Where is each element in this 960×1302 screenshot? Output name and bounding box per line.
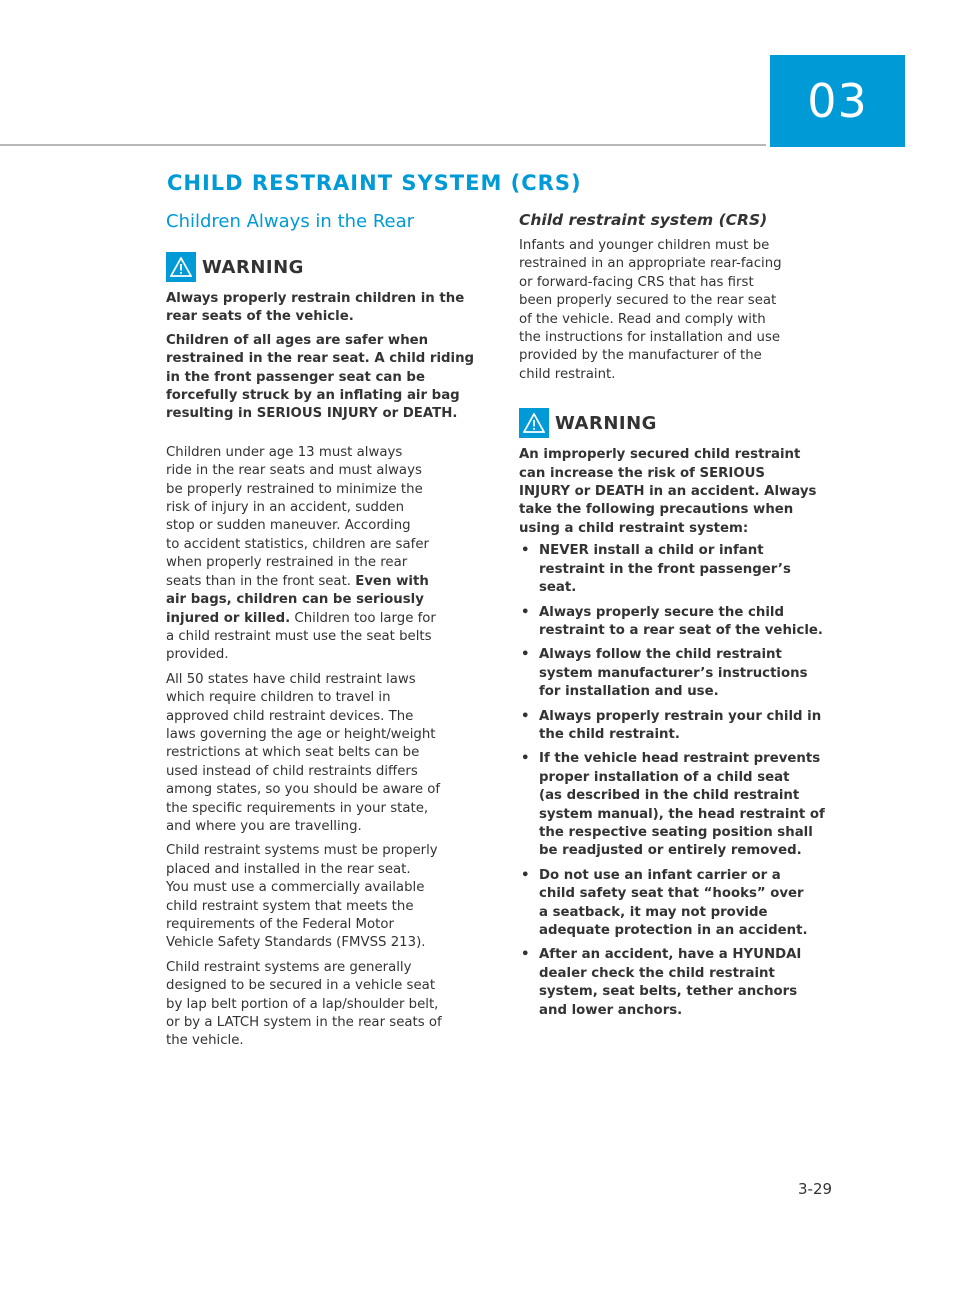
- left-column: [166, 207, 496, 1057]
- line: Vehicle Safety Standards (FMVSS 213).: [166, 935, 426, 951]
- line: (as described in the child restraint: [539, 788, 800, 804]
- line: when properly restrained in the rear: [166, 555, 408, 571]
- line: adequate protection in an accident.: [539, 923, 808, 938]
- line: seat.: [539, 580, 577, 596]
- bullet: •: [521, 947, 530, 963]
- line: proper installation of a child seat: [539, 769, 790, 785]
- line: NEVER install a child or infant: [539, 543, 764, 559]
- line: by lap belt portion of a lap/shoulder belt,: [166, 996, 439, 1012]
- list-item: [519, 604, 849, 641]
- line: seats than in the front seat.: [166, 573, 356, 589]
- warning-triangle-icon: [166, 252, 196, 282]
- line: system manual), the head restraint of: [539, 806, 825, 822]
- line: or forward-facing CRS that has first: [519, 274, 754, 290]
- chapter-number: 03: [807, 74, 868, 128]
- line: been properly secured to the rear seat: [519, 293, 777, 309]
- paragraph: [166, 842, 496, 952]
- line: designed to be secured in a vehicle seat: [166, 978, 436, 994]
- header-rule: [0, 144, 766, 146]
- bullet: •: [521, 708, 530, 724]
- line: can increase the risk of SERIOUS: [519, 465, 766, 481]
- warning-label: WARNING: [555, 412, 657, 434]
- line: laws governing the age or height/weight: [166, 726, 436, 742]
- line: provided.: [166, 647, 229, 663]
- warning-label: WARNING: [202, 256, 304, 278]
- line: and lower anchors.: [539, 1002, 683, 1018]
- line: restraint in the front passenger’s: [539, 561, 791, 577]
- line: for installation and use.: [539, 684, 719, 700]
- line: An improperly secured child restraint: [519, 447, 801, 463]
- line: the instructions for installation and use: [519, 330, 781, 346]
- line: INJURY or DEATH in an accident. Always: [519, 484, 817, 500]
- line: child restraint system that meets the: [166, 898, 414, 914]
- line: a seatback, it may not provide: [539, 904, 768, 920]
- paragraph: [166, 671, 496, 837]
- line: Always properly restrain children in the: [166, 291, 465, 306]
- bullet: •: [521, 604, 530, 620]
- line: If the vehicle head restraint prevents: [539, 751, 821, 767]
- line: resulting in SERIOUS INJURY or DEATH.: [166, 406, 458, 422]
- line: rear seats of the vehicle.: [166, 309, 354, 325]
- list-item: [519, 946, 849, 1020]
- line: the child restraint.: [539, 726, 680, 742]
- line: approved child restraint devices. The: [166, 708, 414, 724]
- line: ride in the rear seats and must always: [166, 463, 422, 479]
- page-number: 3-29: [798, 1180, 833, 1198]
- line: child restraint.: [519, 366, 616, 382]
- list-item: [519, 867, 849, 941]
- line: Children of all ages are safer when: [166, 332, 429, 348]
- line: restrictions at which seat belts can be: [166, 745, 420, 761]
- line: which require children to travel in: [166, 690, 391, 706]
- line: system, seat belts, tether anchors: [539, 984, 798, 1000]
- bullet: •: [521, 543, 530, 559]
- line: the respective seating position shall: [539, 824, 813, 840]
- line: After an accident, have a HYUNDAI: [539, 947, 802, 963]
- line: provided by the manufacturer of the: [519, 348, 762, 364]
- line: Always properly secure the child: [539, 604, 785, 620]
- line: forcefully struck by an inflating air bag: [166, 388, 460, 404]
- emphasis: Even with: [355, 573, 429, 589]
- bullet: •: [521, 647, 530, 663]
- line: take the following precautions when: [519, 502, 794, 518]
- list-item: [519, 750, 849, 860]
- bullet: •: [521, 751, 530, 767]
- line: placed and installed in the rear seat.: [166, 861, 411, 877]
- line: be readjusted or entirely removed.: [539, 843, 802, 859]
- line: Child restraint systems are generally: [166, 959, 412, 975]
- line: be properly restrained to minimize the: [166, 481, 423, 497]
- line: Child restraint systems must be properly: [166, 843, 438, 859]
- line: system manufacturer’s instructions: [539, 665, 808, 681]
- line: to accident statistics, children are safer: [166, 536, 429, 552]
- precaution-list: [519, 542, 849, 1020]
- line: using a child restraint system:: [519, 520, 749, 536]
- line: Children too large for: [290, 610, 436, 626]
- line: Always properly restrain your child in: [539, 708, 822, 724]
- line: stop or sudden maneuver. According: [166, 518, 411, 534]
- line: You must use a commercially available: [166, 880, 425, 896]
- warning-text: [166, 290, 496, 327]
- bullet: •: [521, 867, 530, 883]
- emphasis: injured or killed.: [166, 610, 291, 626]
- line: restrained in the rear seat. A child riding: [166, 351, 475, 367]
- right-column: [519, 207, 849, 1026]
- line: Infants and younger children must be: [519, 238, 770, 253]
- line: used instead of child restraints differs: [166, 763, 418, 779]
- emphasis: air bags, children can be seriously: [166, 592, 424, 608]
- line: in the front passenger seat can be: [166, 369, 425, 385]
- line: requirements of the Federal Motor: [166, 917, 394, 932]
- line: Children under age 13 must always: [166, 444, 403, 460]
- warning-header: [166, 252, 496, 282]
- line: risk of injury in an accident, sudden: [166, 500, 405, 516]
- line: and where you are travelling.: [166, 818, 362, 834]
- subhead-crs: Child restraint system (CRS): [519, 211, 768, 229]
- chapter-tab: [770, 55, 905, 147]
- section-title: CHILD RESTRAINT SYSTEM (CRS): [167, 171, 582, 195]
- subhead-children-rear: Children Always in the Rear: [166, 211, 415, 232]
- warning-text: [519, 446, 849, 538]
- warning-text: [166, 332, 496, 424]
- line: or by a LATCH system in the rear seats of: [166, 1015, 442, 1031]
- line: child safety seat that “hooks” over: [539, 886, 804, 902]
- list-item: [519, 708, 849, 745]
- line: Always follow the child restraint: [539, 647, 782, 663]
- line: Do not use an infant carrier or a: [539, 867, 781, 883]
- paragraph: [166, 444, 496, 665]
- line: the vehicle.: [166, 1033, 244, 1049]
- list-item: [519, 646, 849, 701]
- line: among states, so you should be aware of: [166, 782, 441, 798]
- line: the specific requirements in your state,: [166, 800, 429, 816]
- line: restrained in an appropriate rear-facing: [519, 256, 782, 272]
- line: a child restraint must use the seat belts: [166, 628, 432, 644]
- paragraph: [519, 237, 849, 384]
- line: of the vehicle. Read and comply with: [519, 311, 766, 327]
- paragraph: [166, 959, 496, 1051]
- list-item: [519, 542, 849, 597]
- warning-triangle-icon: [519, 408, 549, 438]
- line: dealer check the child restraint: [539, 965, 775, 981]
- line: All 50 states have child restraint laws: [166, 671, 416, 687]
- line: restraint to a rear seat of the vehicle.: [539, 622, 823, 638]
- warning-header: [519, 408, 849, 438]
